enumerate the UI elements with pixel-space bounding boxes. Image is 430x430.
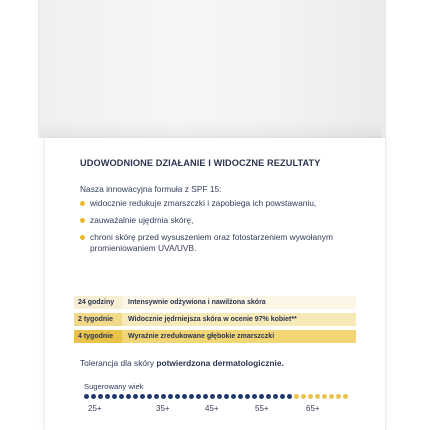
age-dot-active — [91, 394, 96, 399]
age-dot-inactive — [294, 394, 299, 399]
intro-text: Nasza innowacyjna formuła z SPF 15: — [80, 184, 222, 194]
age-dot-inactive — [315, 394, 320, 399]
age-tick: 65+ — [306, 404, 320, 413]
results-period: 24 godziny — [74, 296, 122, 309]
age-dot-inactive — [343, 394, 348, 399]
tolerance-text — [80, 358, 284, 368]
age-dot-active — [266, 394, 271, 399]
results-row — [74, 330, 356, 343]
age-dot-active — [203, 394, 208, 399]
age-dot-active — [154, 394, 159, 399]
age-tick: 45+ — [205, 404, 219, 413]
results-period: 4 tygodnie — [74, 330, 122, 343]
age-scale — [84, 394, 348, 399]
package-lid — [38, 0, 386, 138]
benefit-item — [80, 232, 370, 254]
age-dot-active — [84, 394, 89, 399]
age-dot-active — [210, 394, 215, 399]
age-dot-active — [126, 394, 131, 399]
age-dot-active — [245, 394, 250, 399]
age-dot-active — [238, 394, 243, 399]
age-dot-active — [175, 394, 180, 399]
section-heading: UDOWODNIONE DZIAŁANIE I WIDOCZNE REZULTATY — [80, 158, 321, 168]
age-dot-active — [161, 394, 166, 399]
age-tick: 35+ — [156, 404, 170, 413]
age-ticks — [84, 404, 344, 416]
age-dot-active — [182, 394, 187, 399]
age-dot-active — [168, 394, 173, 399]
results-row — [74, 313, 356, 326]
benefit-item — [80, 198, 370, 209]
benefit-list — [80, 198, 370, 260]
age-dot-active — [112, 394, 117, 399]
age-dot-active — [133, 394, 138, 399]
age-dot-active — [273, 394, 278, 399]
benefit-item — [80, 215, 370, 226]
bullet-dot-icon — [80, 235, 85, 240]
age-dot-active — [119, 394, 124, 399]
age-dot-inactive — [308, 394, 313, 399]
age-tick: 25+ — [88, 404, 102, 413]
benefit-text: chroni skórę przed wysuszeniem oraz fotostarzeniem wywołanym promieniowaniem UVA/UVB. — [90, 232, 333, 253]
age-dot-inactive — [329, 394, 334, 399]
results-table — [74, 296, 356, 347]
benefit-text: widocznie redukuje zmarszczki i zapobiega ich powstawaniu, — [90, 198, 317, 208]
age-dot-inactive — [301, 394, 306, 399]
age-dot-active — [105, 394, 110, 399]
age-tick: 55+ — [255, 404, 269, 413]
results-effect: Intensywnie odżywiona i nawilżona skóra — [122, 296, 356, 309]
age-dot-active — [259, 394, 264, 399]
age-dot-active — [280, 394, 285, 399]
age-dot-inactive — [322, 394, 327, 399]
age-dot-active — [217, 394, 222, 399]
results-period: 2 tygodnie — [74, 313, 122, 326]
age-dot-active — [231, 394, 236, 399]
age-dot-inactive — [336, 394, 341, 399]
results-row — [74, 296, 356, 309]
age-dot-active — [287, 394, 292, 399]
results-effect: Wyraźnie zredukowane głębokie zmarszczki — [122, 330, 356, 343]
results-effect: Widocznie jędrniejsza skóra w ocenie 97% kobiet** — [122, 313, 356, 326]
tolerance-bold: potwierdzona dermatologicznie. — [156, 358, 284, 368]
age-dot-active — [196, 394, 201, 399]
age-dot-active — [147, 394, 152, 399]
bullet-dot-icon — [80, 218, 85, 223]
tolerance-prefix: Tolerancja dla skóry — [80, 358, 157, 368]
age-dot-active — [189, 394, 194, 399]
lid-shadow — [40, 120, 382, 138]
benefit-text: zauważalnie ujędrnia skórę, — [90, 215, 194, 225]
age-dot-active — [98, 394, 103, 399]
age-dot-active — [140, 394, 145, 399]
bullet-dot-icon — [80, 201, 85, 206]
age-label: Sugerowany wiek — [84, 382, 144, 391]
age-dot-active — [224, 394, 229, 399]
age-dot-active — [252, 394, 257, 399]
